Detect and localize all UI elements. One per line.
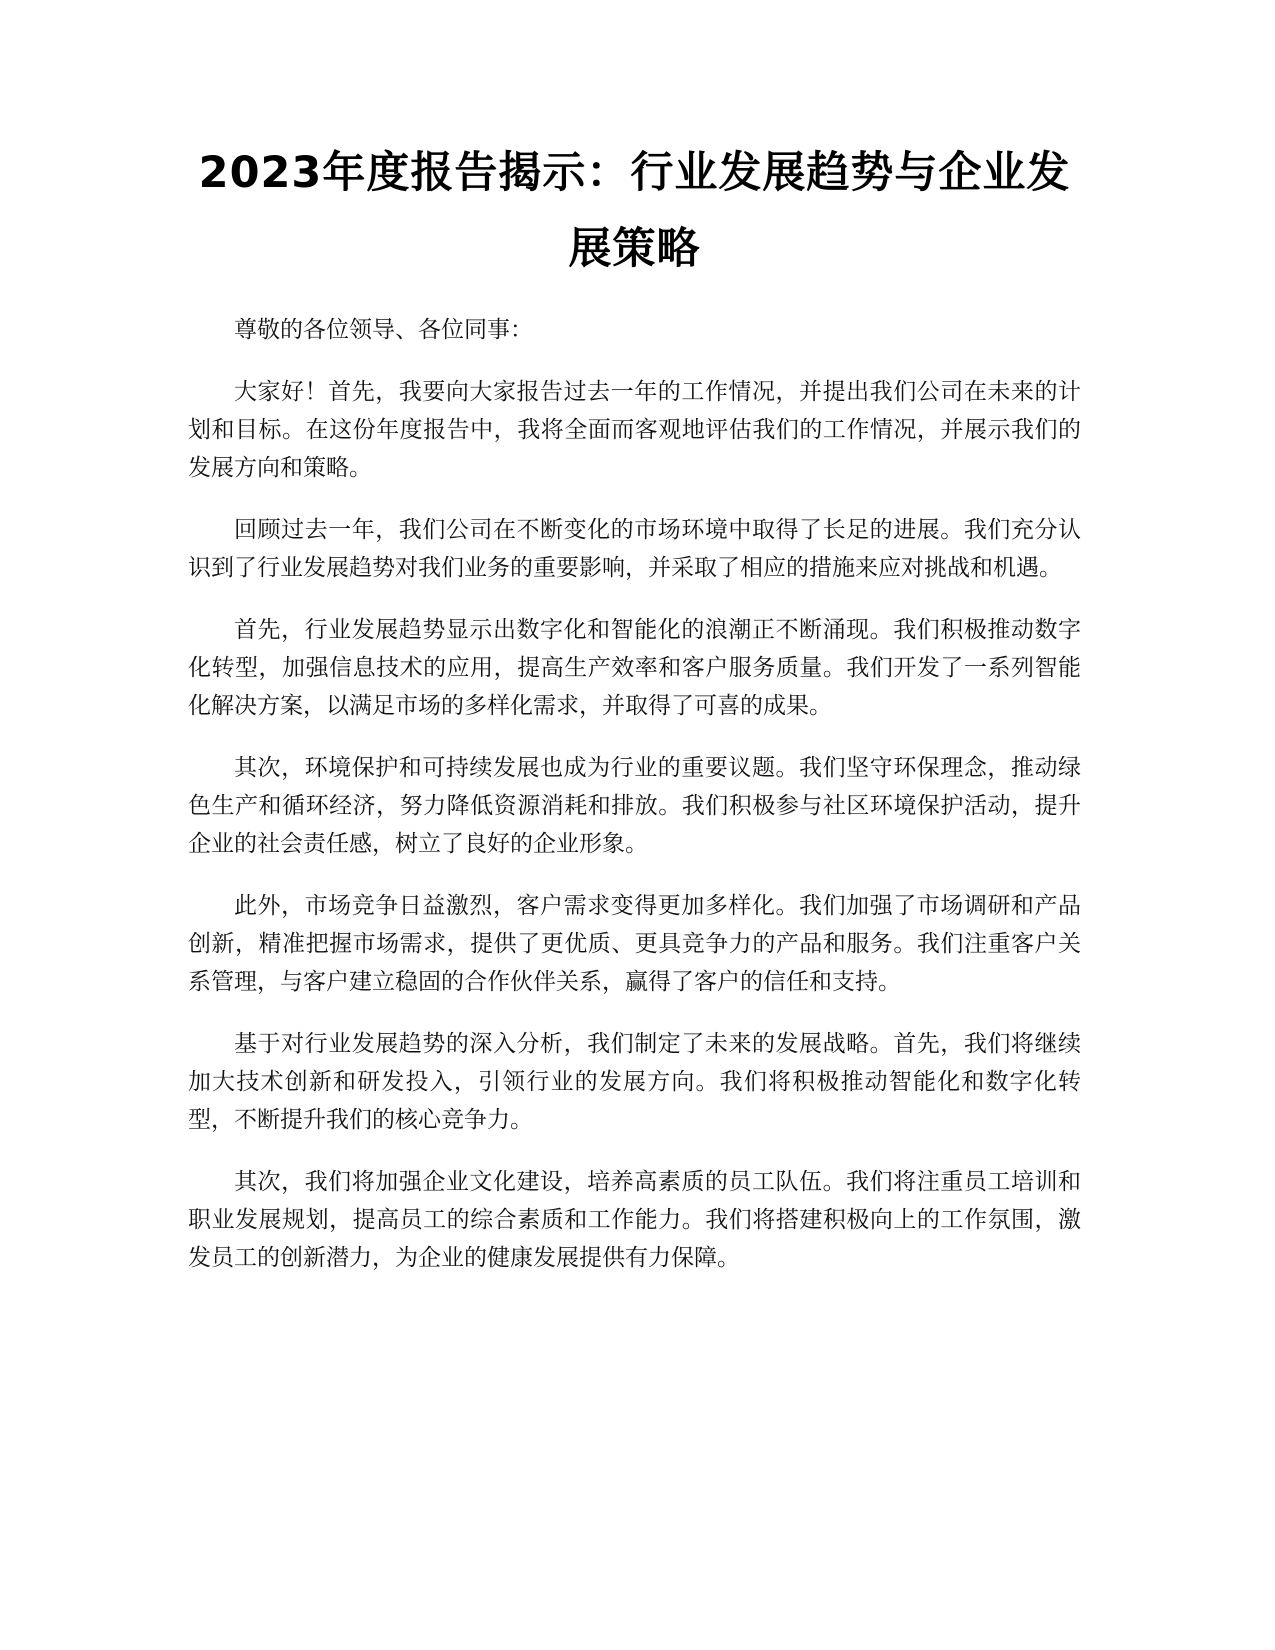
paragraph: 基于对行业发展趋势的深入分析，我们制定了未来的发展战略。首先，我们将继续加大技术创新和研发投入，引领行业的发展方向。我们将积极推动智能化和数字化转型，不断提升我们的核心竞争力。 <box>188 1031 1081 1133</box>
document-title: 2023年度报告揭示：行业发展趋势与企业发展策略 <box>198 148 1071 274</box>
paragraph: 大家好！首先，我要向大家报告过去一年的工作情况，并提出我们公司在未来的计划和目标。在这份年度报告中，我将全面而客观地评估我们的工作情况，并展示我们的发展方向和策略。 <box>188 379 1081 481</box>
paragraph: 此外，市场竞争日益激烈，客户需求变得更加多样化。我们加强了市场调研和产品创新，精准把握市场需求，提供了更优质、更具竞争力的产品和服务。我们注重客户关系管理，与客户建立稳固的合作伙伴关系，赢得了客户的信任和支持。 <box>188 893 1081 995</box>
salutation: 尊敬的各位领导、各位同事： <box>234 317 533 343</box>
paragraph: 其次，我们将加强企业文化建设，培养高素质的员工队伍。我们将注重员工培训和职业发展规划，提高员工的综合素质和工作能力。我们将搭建积极向上的工作氛围，激发员工的创新潜力，为企业的健康发展提供有力保障。 <box>188 1169 1081 1271</box>
document-body <box>188 311 1081 1277</box>
paragraph: 其次，环境保护和可持续发展也成为行业的重要议题。我们坚守环保理念，推动绿色生产和循环经济，努力降低资源消耗和排放。我们积极参与社区环境保护活动，提升企业的社会责任感，树立了良好的企业形象。 <box>188 755 1081 857</box>
paragraph: 首先，行业发展趋势显示出数字化和智能化的浪潮正不断涌现。我们积极推动数字化转型，加强信息技术的应用，提高生产效率和客户服务质量。我们开发了一系列智能化解决方案，以满足市场的多样化需求，并取得了可喜的成果。 <box>188 617 1081 719</box>
paragraph: 回顾过去一年，我们公司在不断变化的市场环境中取得了长足的进展。我们充分认识到了行业发展趋势对我们业务的重要影响，并采取了相应的措施来应对挑战和机遇。 <box>188 517 1081 581</box>
